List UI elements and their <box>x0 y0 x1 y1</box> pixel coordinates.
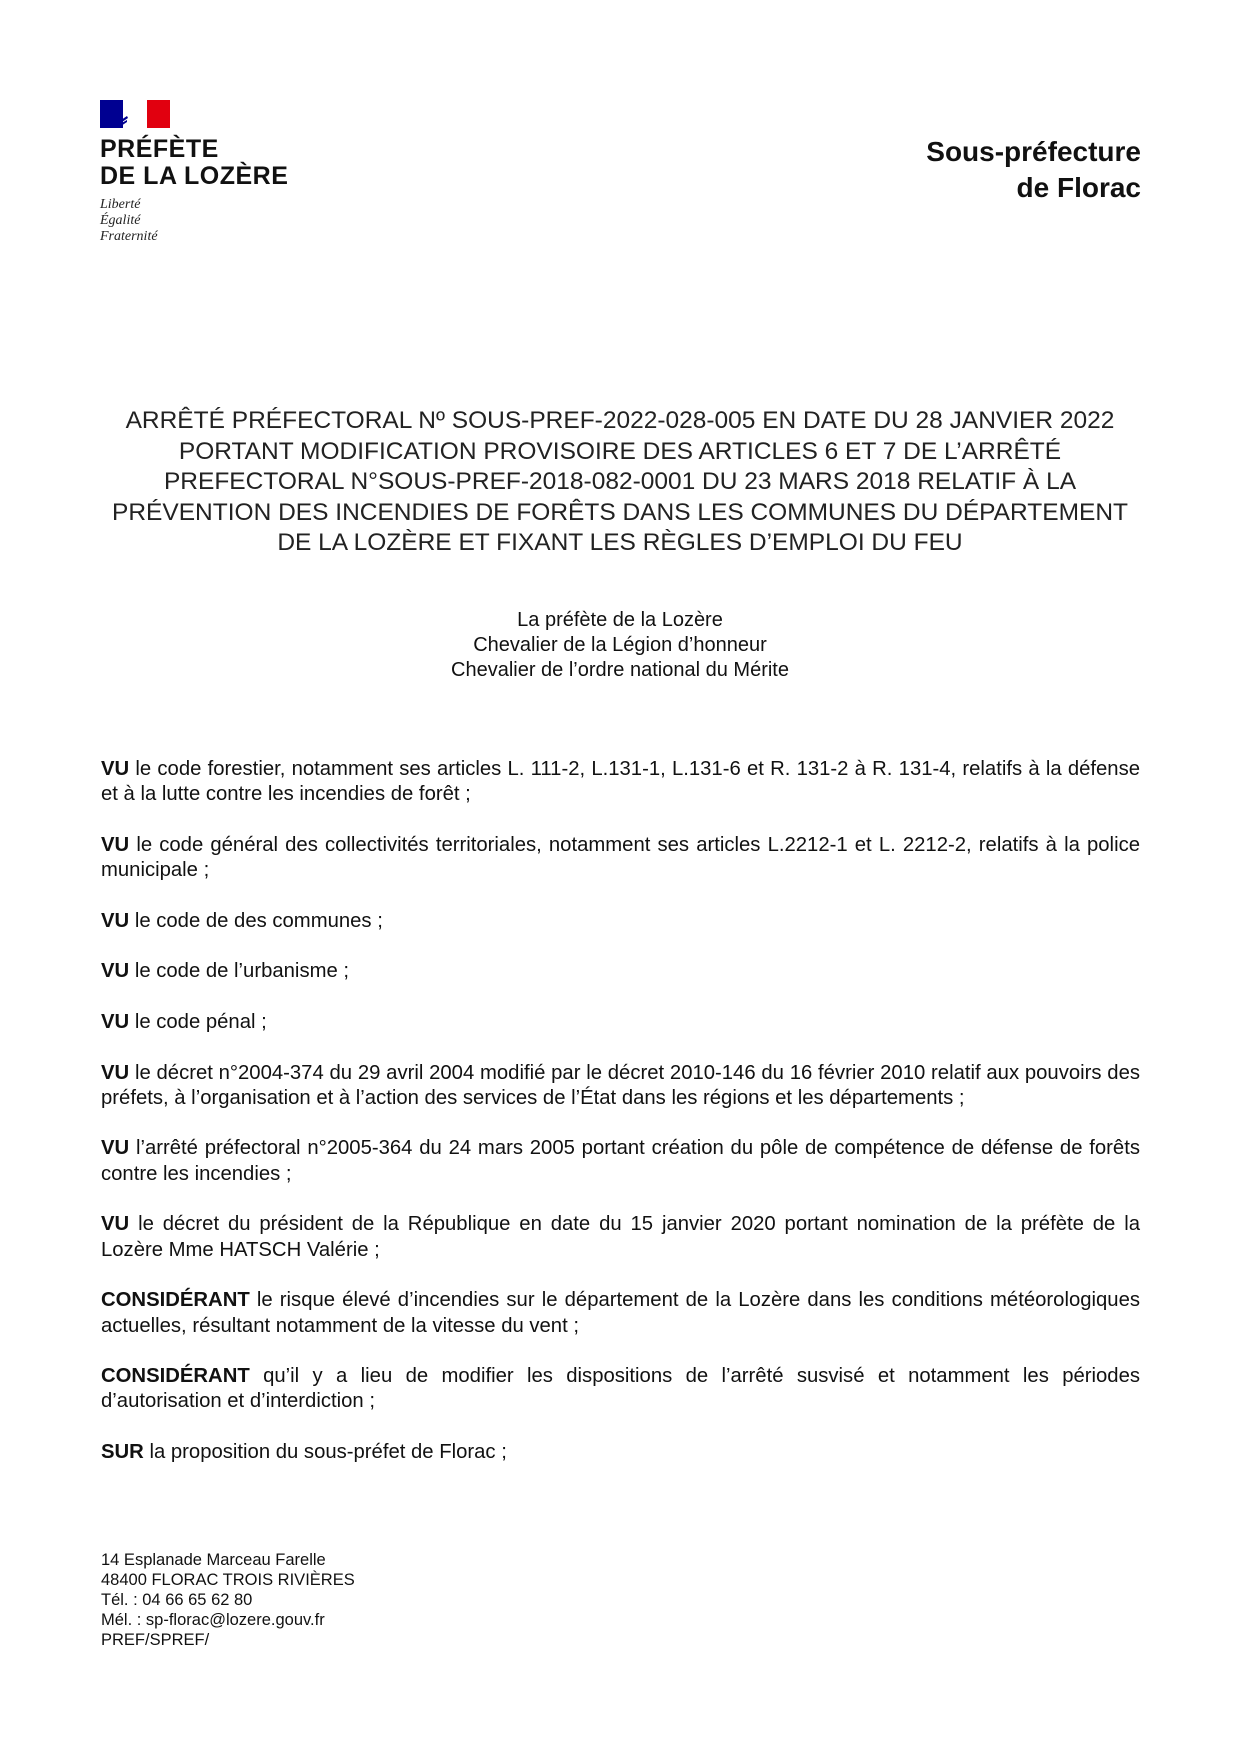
marianne-profile-icon <box>118 100 148 128</box>
recital-text: qu’il y a lieu de modifier les dispositions de l’arrêté susvisé et notamment les périodes d’autorisation et d’interdiction ; <box>101 1365 1140 1413</box>
footer-email: Mél. : sp-florac@lozere.gouv.fr <box>101 1611 325 1629</box>
prefete-titles <box>100 608 1140 683</box>
recital-text: l’arrêté préfectoral n°2005-364 du 24 mars 2005 portant création du pôle de compétence de défense de forêts contre les incendies ; <box>101 1137 1140 1185</box>
recital-paragraph <box>101 1364 1140 1415</box>
marianne-logo <box>100 100 288 245</box>
prefete-line: La préfète de la Lozère <box>517 609 723 631</box>
footer-street: 14 Esplanade Marceau Farelle <box>101 1551 326 1569</box>
recital-lead: VU <box>101 1061 130 1084</box>
recital-lead: VU <box>101 758 130 780</box>
recital-text: le code pénal ; <box>129 1010 267 1033</box>
prefete-line: Chevalier de la Légion d’honneur <box>473 634 767 656</box>
recital-paragraph <box>101 909 1140 934</box>
subprefecture-heading <box>926 134 1141 206</box>
recital-lead: VU <box>101 960 130 983</box>
recital-paragraph <box>101 833 1140 884</box>
recital-text: la proposition du sous-préfet de Florac ; <box>143 1441 507 1464</box>
recital-paragraph <box>101 1010 1140 1035</box>
document-title <box>100 406 1140 559</box>
footer-reference: PREF/SPREF/ <box>101 1631 210 1649</box>
recital-text: le code de l’urbanisme ; <box>129 960 350 983</box>
subprefecture-line1: Sous-préfecture <box>926 136 1141 167</box>
logo-title-line2: DE LA LOZÈRE <box>100 162 289 190</box>
title-line: PRÉVENTION DES INCENDIES DE FORÊTS DANS LES COMMUNES DU DÉPARTEMENT <box>112 498 1128 526</box>
motto-egalite: Égalité <box>100 213 141 228</box>
motto-fraternite: Fraternité <box>100 229 158 244</box>
recital-paragraph <box>101 1061 1140 1112</box>
title-line: PORTANT MODIFICATION PROVISOIRE DES ARTICLES 6 ET 7 DE L’ARRÊTÉ <box>178 437 1062 465</box>
document-body <box>101 757 1140 1491</box>
title-line: PREFECTORAL N°SOUS-PREF-2018-082-0001 DU 23 MARS 2018 RELATIF À LA <box>163 468 1077 495</box>
recital-text: le décret du président de la République en date du 15 janvier 2020 portant nomination de la préfète de la Lozère Mme HATSCH Valérie ; <box>101 1213 1140 1261</box>
title-line: ARRÊTÉ PRÉFECTORAL Nº SOUS-PREF-2022-028-005 EN DATE DU 28 JANVIER 2022 <box>125 407 1115 434</box>
recital-lead: CONSIDÉRANT <box>101 1289 250 1312</box>
address-footer <box>101 1550 355 1650</box>
logo-title-line1: PRÉFÈTE <box>100 135 219 163</box>
prefete-line: Chevalier de l’ordre national du Mérite <box>451 659 789 681</box>
recital-paragraph <box>101 959 1140 984</box>
republic-motto <box>100 197 288 245</box>
footer-city: 48400 FLORAC TROIS RIVIÈRES <box>101 1571 355 1589</box>
recital-lead: VU <box>101 833 130 856</box>
recital-text: le code de des communes ; <box>129 909 383 932</box>
recital-lead: VU <box>101 909 130 932</box>
french-flag-icon <box>100 100 170 128</box>
recital-paragraph <box>101 1440 1140 1465</box>
recital-lead: VU <box>101 1213 130 1236</box>
recital-paragraph <box>101 1212 1140 1263</box>
recital-paragraph <box>101 757 1140 808</box>
recital-text: le décret n°2004-374 du 29 avril 2004 modifié par le décret 2010-146 du 16 février 2010 relatif aux pouvoirs des préfets, à l’organisation et à l’action des services de l’État dans les régions et les départements ; <box>101 1061 1140 1109</box>
recital-paragraph <box>101 1136 1140 1187</box>
subprefecture-line2: de Florac <box>1016 172 1141 203</box>
recital-text: le risque élevé d’incendies sur le département de la Lozère dans les conditions météorologiques actuelles, résultant notamment de la vitesse du vent ; <box>101 1289 1140 1337</box>
recital-lead: VU <box>101 1137 130 1160</box>
recital-lead: SUR <box>101 1441 144 1464</box>
footer-phone: Tél. : 04 66 65 62 80 <box>101 1591 253 1609</box>
recital-lead: CONSIDÉRANT <box>101 1365 250 1388</box>
recital-text: le code forestier, notamment ses articles L. 111-2, L.131-1, L.131-6 et R. 131-2 à R. 131-4, relatifs à la défense et à la lutte contre les incendies de forêt ; <box>101 758 1140 806</box>
title-line: DE LA LOZÈRE ET FIXANT LES RÈGLES D’EMPLOI DU FEU <box>277 529 963 556</box>
motto-liberte: Liberté <box>100 197 141 212</box>
recital-lead: VU <box>101 1010 130 1033</box>
recital-text: le code général des collectivités territoriales, notamment ses articles L.2212-1 et L. 2212-2, relatifs à la police municipale ; <box>101 833 1140 882</box>
recital-paragraph <box>101 1288 1140 1339</box>
